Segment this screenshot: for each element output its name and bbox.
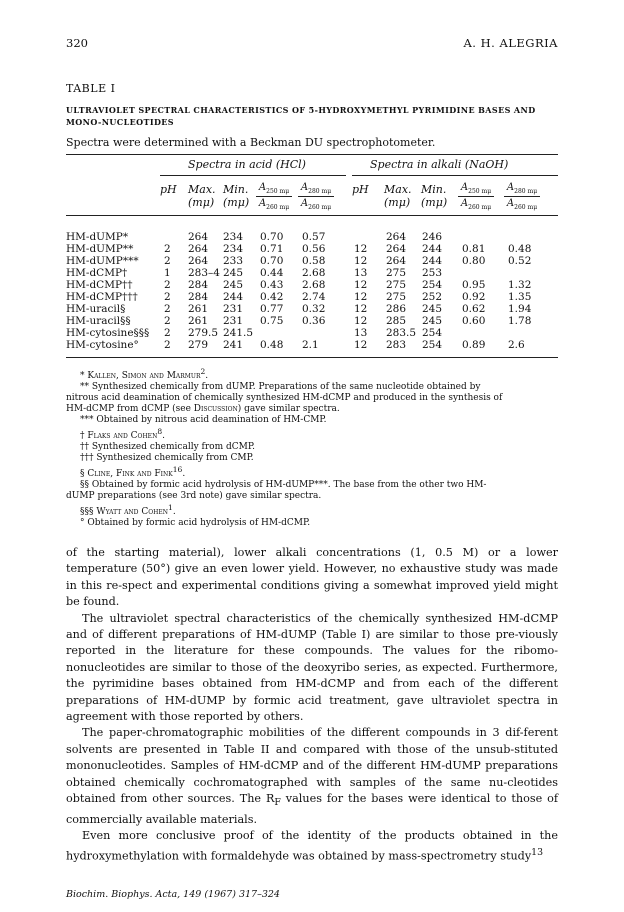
table-cell: 2: [164, 327, 171, 339]
table-cell: 2.6: [508, 339, 525, 351]
table-cell: 1.78: [508, 315, 532, 327]
table-bottom-rule: [66, 357, 558, 358]
table-cell: 0.92: [462, 291, 486, 303]
table-cell: 2.74: [302, 291, 326, 303]
table-cell: 244: [223, 291, 244, 303]
table-cell: 12: [354, 255, 368, 267]
col-header-max-unit-acid: (mμ): [188, 196, 215, 209]
footnote-continuation: nitrous acid deamination of chemically synthesized HM-dCMP and produced in the synthesis of: [66, 393, 503, 403]
table-cell: 261: [188, 303, 209, 315]
table-cell: 245: [422, 303, 443, 315]
table-cell: 12: [354, 315, 368, 327]
table-cell: 1: [164, 267, 171, 279]
table-cell: 264: [188, 243, 209, 255]
table-cell: 0.42: [260, 291, 284, 303]
journal-citation: Biochim. Biophys. Acta, 149 (1967) 317–324: [66, 889, 280, 900]
footnote: § Cline, Fink and Fink$^{16}$.: [80, 465, 186, 479]
table-cell: 0.70: [260, 231, 284, 243]
table-cell: 231: [223, 303, 244, 315]
table-cell: 0.36: [302, 315, 326, 327]
footnote: * Kallen, Simon and Marmur$^2$.: [80, 367, 209, 381]
table-cell: 13: [354, 267, 368, 279]
table-cell: 245: [422, 315, 443, 327]
table-cell: 231: [223, 315, 244, 327]
footnote-continuation: dUMP preparations (see 3rd note) gave similar spectra.: [66, 491, 322, 501]
table-cell: 0.70: [260, 255, 284, 267]
table-cell: 0.81: [462, 243, 486, 255]
table-cell: 12: [354, 339, 368, 351]
table-cell: 283–4: [188, 267, 220, 279]
table-header-rule: [66, 215, 558, 216]
table-cell: 1.32: [508, 279, 532, 291]
table-cell: 254: [422, 339, 443, 351]
table-cell: 245: [223, 279, 244, 291]
table-cell: 246: [422, 231, 443, 243]
table-cell: 234: [223, 243, 244, 255]
table-cell: 2: [164, 243, 171, 255]
paragraph: The ultraviolet spectral characteristics of the chemically synthesized HM-dCMP and of different preparations of HM-dUMP (Table I) are similar to those pre-viously reported in the literature for these compounds. The values for the ribomo-nonucleotides are similar to those of the deoxyribo series, as expected. Furthermore, the pyrimidine bases obtained from HM-dCMP and from each of the different preparations of HM-dUMP by formic acid treatment, gave ultraviolet spectra in agreement with those reported by others.: [66, 611, 558, 724]
col-header-min-acid: Min.: [223, 183, 249, 196]
table-cell: 284: [188, 291, 209, 303]
table-cell: 2: [164, 291, 171, 303]
table-cell: 233: [223, 255, 244, 267]
table-cell: 279.5: [188, 327, 219, 339]
row-label: HM-uracil§: [66, 303, 126, 315]
table-cell: 286: [386, 303, 407, 315]
row-label: HM-dUMP**: [66, 243, 134, 255]
footnote: † Flaks and Cohen$^8$.: [80, 427, 165, 441]
col-header-ph-alkali: pH: [352, 183, 369, 196]
table-cell: 264: [386, 231, 407, 243]
table-cell: 264: [188, 255, 209, 267]
table-cell: 254: [422, 327, 443, 339]
row-label: HM-uracil§§: [66, 315, 131, 327]
running-header: [66, 36, 558, 52]
table-cell: 2: [164, 339, 171, 351]
table-cell: 264: [386, 255, 407, 267]
table-cell: 254: [422, 279, 443, 291]
table-cell: 0.43: [260, 279, 284, 291]
table-note: Spectra were determined with a Beckman DU spectrophotometer.: [66, 136, 436, 149]
table-cell: 275: [386, 291, 407, 303]
table-cell: 0.52: [508, 255, 532, 267]
footnote: ** Synthesized chemically from dUMP. Preparations of the same nucleotide obtained by: [80, 382, 481, 392]
row-label: HM-dCMP†††: [66, 291, 138, 303]
table-cell: 245: [223, 267, 244, 279]
col-header-max-acid: Max.: [188, 183, 216, 196]
col-header-max-unit-alkali: (mμ): [384, 196, 411, 209]
table-cell: 13: [354, 327, 368, 339]
alkali-group-rule: [352, 175, 558, 176]
acid-group-rule: [160, 175, 346, 176]
table-cell: 0.62: [462, 303, 486, 315]
col-header-max-alkali: Max.: [384, 183, 412, 196]
page-number: 320: [66, 36, 88, 50]
table-cell: 12: [354, 291, 368, 303]
table-label: TABLE I: [66, 82, 116, 95]
table-cell: 2: [164, 315, 171, 327]
table-cell: 0.48: [260, 339, 284, 351]
table-cell: 261: [188, 315, 209, 327]
table-cell: 0.60: [462, 315, 486, 327]
table-cell: 2.68: [302, 279, 326, 291]
table-cell: 241: [223, 339, 244, 351]
table-cell: 2.68: [302, 267, 326, 279]
table-cell: 12: [354, 279, 368, 291]
table-cell: 12: [354, 303, 368, 315]
col-header-ph-acid: pH: [160, 183, 177, 196]
paragraph: The paper-chromatographic mobilities of the different compounds in 3 dif-ferent solvents are presented in Table II and compared with those of the unsub-stituted mononucleotides. Samples of HM-dCMP and of the different HM-dUMP preparations obtained chemically cochromatographed with samples of the same nu-cleotides obtained from other sources. The $R_F$ values for the bases were identical to those of commercially available materials.: [66, 726, 558, 826]
table-cell: 244: [422, 255, 443, 267]
footnote: §§§ Wyatt and Cohen$^1$.: [80, 503, 176, 517]
table-cell: 2: [164, 303, 171, 315]
row-label: HM-cytosine°: [66, 339, 139, 351]
table-cell: 285: [386, 315, 407, 327]
table-cell: 275: [386, 279, 407, 291]
table-cell: 12: [354, 243, 368, 255]
table-cell: 264: [188, 231, 209, 243]
row-label: HM-cytosine§§§: [66, 327, 150, 339]
row-label: HM-dCMP††: [66, 279, 133, 291]
table-cell: 252: [422, 291, 443, 303]
table-cell: 2: [164, 279, 171, 291]
footnote: ††† Synthesized chemically from CMP.: [80, 453, 254, 463]
col-header-min-unit-acid: (mμ): [223, 196, 250, 209]
table-cell: 0.58: [302, 255, 326, 267]
table-cell: 0.75: [260, 315, 284, 327]
footnote-continuation: HM-dCMP from dCMP (see Discussion) gave similar spectra.: [66, 404, 340, 414]
table-cell: 283.5: [386, 327, 417, 339]
table-cell: 1.35: [508, 291, 532, 303]
table-cell: 0.44: [260, 267, 284, 279]
col-header-ratio250-acid: $\frac{A_{250 m\mu}}{A_{260 m\mu}}$: [256, 182, 292, 211]
footnote: *** Obtained by nitrous acid deamination of HM-CMP.: [80, 415, 327, 425]
col-header-ratio280-alkali: $\frac{A_{280 m\mu}}{A_{260 m\mu}}$: [504, 182, 540, 211]
group-header-alkali: Spectra in alkali (NaOH): [370, 158, 509, 171]
body-text: [66, 545, 558, 865]
table-cell: 241.5: [223, 327, 254, 339]
table-cell: 283: [386, 339, 407, 351]
group-header-acid: Spectra in acid (HCl): [188, 158, 306, 171]
row-label: HM-dUMP*: [66, 231, 129, 243]
table-cell: 264: [386, 243, 407, 255]
table-cell: 0.57: [302, 231, 326, 243]
table-top-rule: [66, 154, 558, 155]
table-cell: 284: [188, 279, 209, 291]
table-caption: ULTRAVIOLET SPECTRAL CHARACTERISTICS OF 5-HYDROXYMETHYL PYRIMIDINE BASES AND MONO-NUCLEOTIDES: [66, 105, 536, 127]
row-label: HM-dUMP***: [66, 255, 139, 267]
table-cell: 234: [223, 231, 244, 243]
row-label: HM-dCMP†: [66, 267, 128, 279]
table-cell: 0.56: [302, 243, 326, 255]
table-cell: 275: [386, 267, 407, 279]
table-cell: 0.95: [462, 279, 486, 291]
table-cell: 244: [422, 243, 443, 255]
paragraph: of the starting material), lower alkali concentrations (1, 0.5 M) or a lower temperature (50°) give an even lower yield. However, no exhaustive study was made in this re-spect and experimental conditions giving a somewhat improved yield might be found.: [66, 546, 558, 609]
paragraph: Even more conclusive proof of the identity of the products obtained in the hydroxymethylation with formaldehyde was obtained by mass-spectrometry study$^{13}$: [66, 829, 558, 863]
col-header-ratio250-alkali: $\frac{A_{250 m\mu}}{A_{260 m\mu}}$: [458, 182, 494, 211]
table-cell: 279: [188, 339, 209, 351]
footnote: †† Synthesized chemically from dCMP.: [80, 442, 255, 452]
table-cell: 0.48: [508, 243, 532, 255]
col-header-min-alkali: Min.: [421, 183, 447, 196]
col-header-ratio280-acid: $\frac{A_{280 m\mu}}{A_{260 m\mu}}$: [298, 182, 334, 211]
table-cell: 0.71: [260, 243, 284, 255]
table-cell: 0.89: [462, 339, 486, 351]
table-cell: 0.80: [462, 255, 486, 267]
footnote: ° Obtained by formic acid hydrolysis of HM-dCMP.: [80, 518, 311, 528]
table-cell: 0.77: [260, 303, 284, 315]
footnote: §§ Obtained by formic acid hydrolysis of HM-dUMP***. The base from the other two HM-: [80, 480, 487, 490]
table-cell: 2.1: [302, 339, 319, 351]
table-footnotes: [66, 366, 558, 529]
table-cell: 253: [422, 267, 443, 279]
running-author: A. H. ALEGRIA: [463, 36, 558, 50]
table-cell: 1.94: [508, 303, 532, 315]
table-cell: 0.32: [302, 303, 326, 315]
table-cell: 2: [164, 255, 171, 267]
col-header-min-unit-alkali: (mμ): [421, 196, 448, 209]
